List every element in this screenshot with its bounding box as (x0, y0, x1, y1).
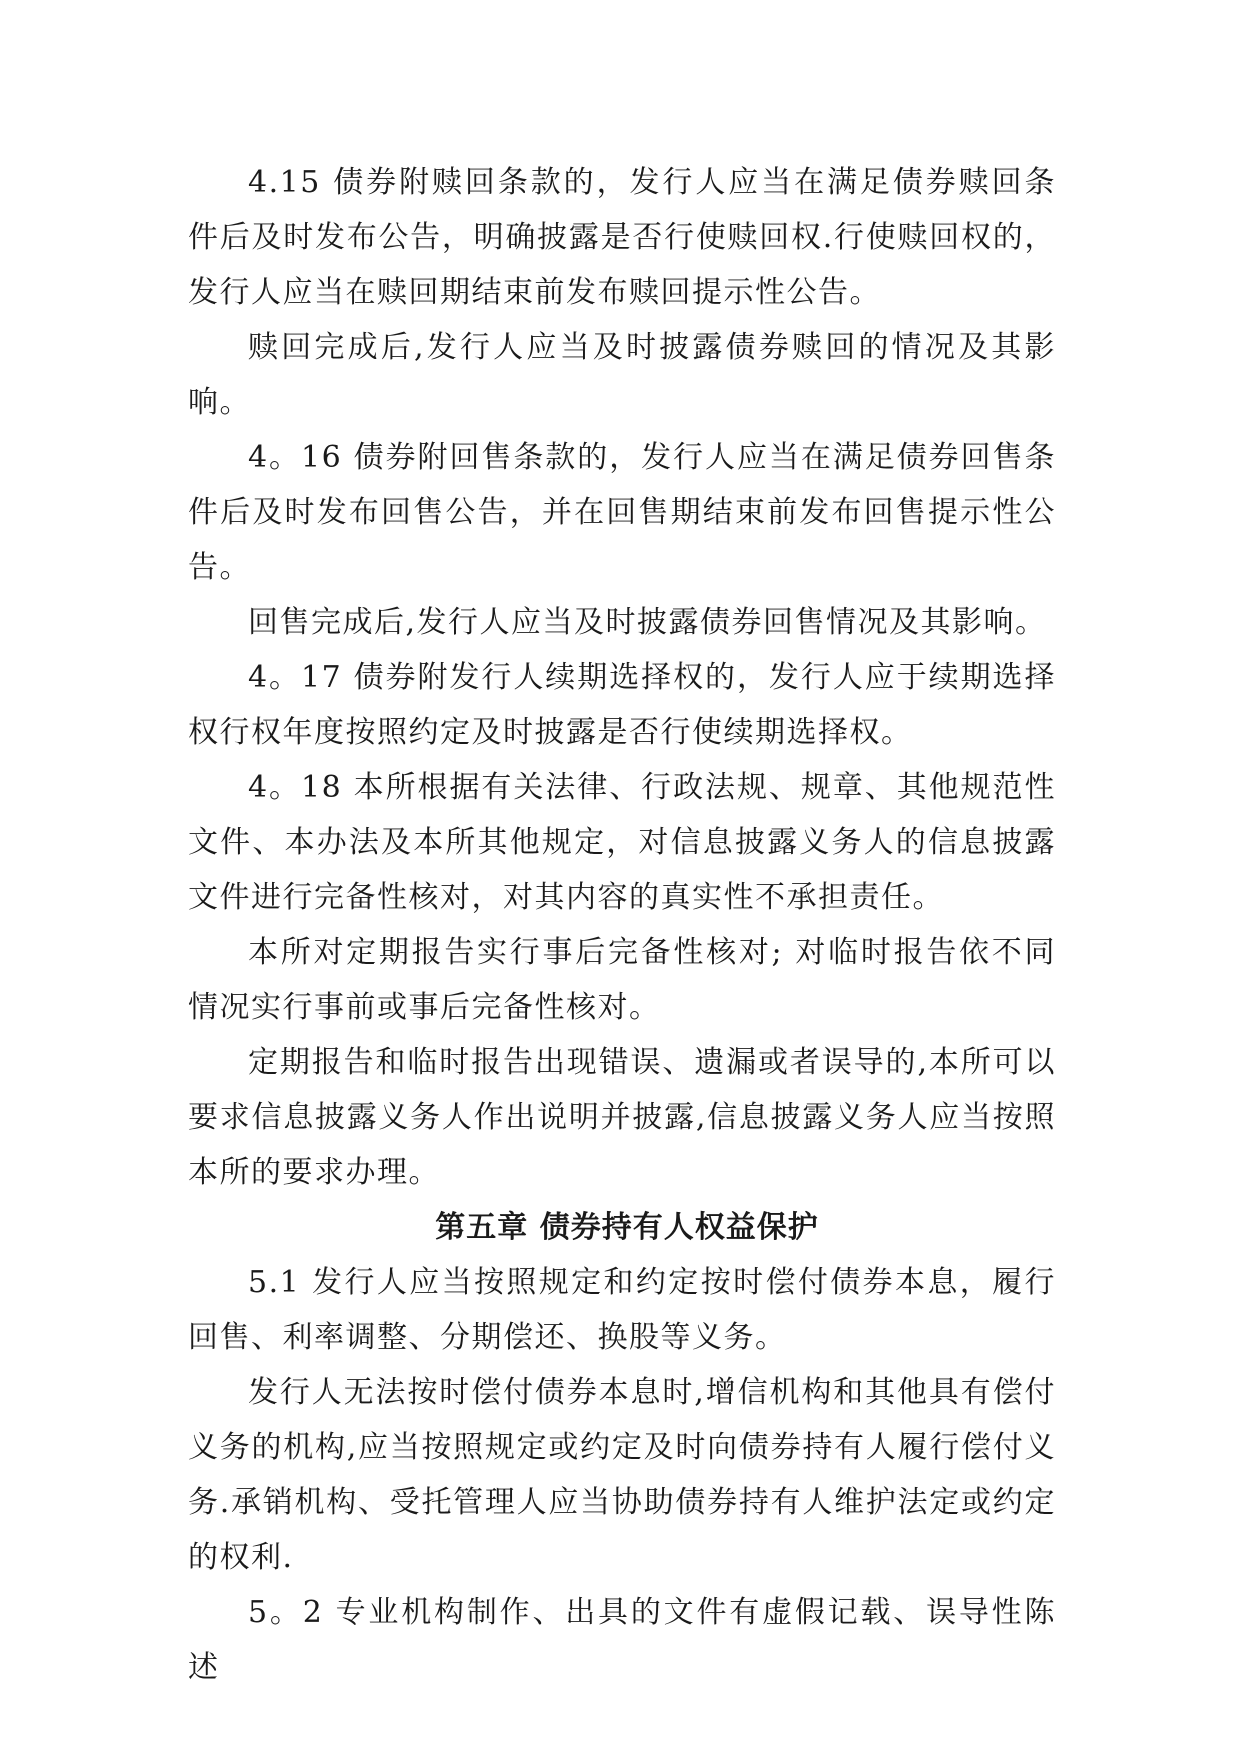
paragraph-5-2: 5。2 专业机构制作、出具的文件有虚假记载、误导性陈述 (188, 1595, 1056, 1685)
paragraph-resale-completion: 回售完成后,发行人应当及时披露债券回售情况及其影响。 (248, 605, 1047, 640)
document-page (188, 155, 1056, 1695)
paragraph-5-1: 5.1 发行人应当按照规定和约定按时偿付债券本息，履行回售、利率调整、分期偿还、换股等义务。 (188, 1265, 1056, 1355)
paragraph-payment-obligation: 发行人无法按时偿付债券本息时,增信机构和其他具有偿付义务的机构,应当按照规定或约定及时向债券持有人履行偿付义务.承销机构、受托管理人应当协助债券持有人维护法定或约定的权利. (188, 1375, 1056, 1575)
paragraph-redemption-completion: 赎回完成后,发行人应当及时披露债券赎回的情况及其影响。 (188, 330, 1056, 420)
chapter-five-heading: 第五章 债券持有人权益保护 (435, 1210, 819, 1245)
paragraph-periodic-report-check: 本所对定期报告实行事后完备性核对; 对临时报告依不同情况实行事前或事后完备性核对。 (188, 935, 1056, 1025)
paragraph-4-15: 4.15 债券附赎回条款的，发行人应当在满足债券赎回条件后及时发布公告，明确披露是否行使赎回权.行使赎回权的，发行人应当在赎回期结束前发布赎回提示性公告。 (188, 165, 1056, 310)
paragraph-4-17: 4。17 债券附发行人续期选择权的，发行人应于续期选择权行权年度按照约定及时披露是否行使续期选择权。 (188, 660, 1056, 750)
paragraph-4-18: 4。18 本所根据有关法律、行政法规、规章、其他规范性文件、本办法及本所其他规定，对信息披露义务人的信息披露文件进行完备性核对，对其内容的真实性不承担责任。 (188, 770, 1056, 915)
paragraph-report-errors: 定期报告和临时报告出现错误、遗漏或者误导的,本所可以要求信息披露义务人作出说明并披露,信息披露义务人应当按照本所的要求办理。 (188, 1045, 1056, 1190)
paragraph-4-16: 4。16 债券附回售条款的，发行人应当在满足债券回售条件后及时发布回售公告，并在回售期结束前发布回售提示性公告。 (188, 440, 1056, 585)
